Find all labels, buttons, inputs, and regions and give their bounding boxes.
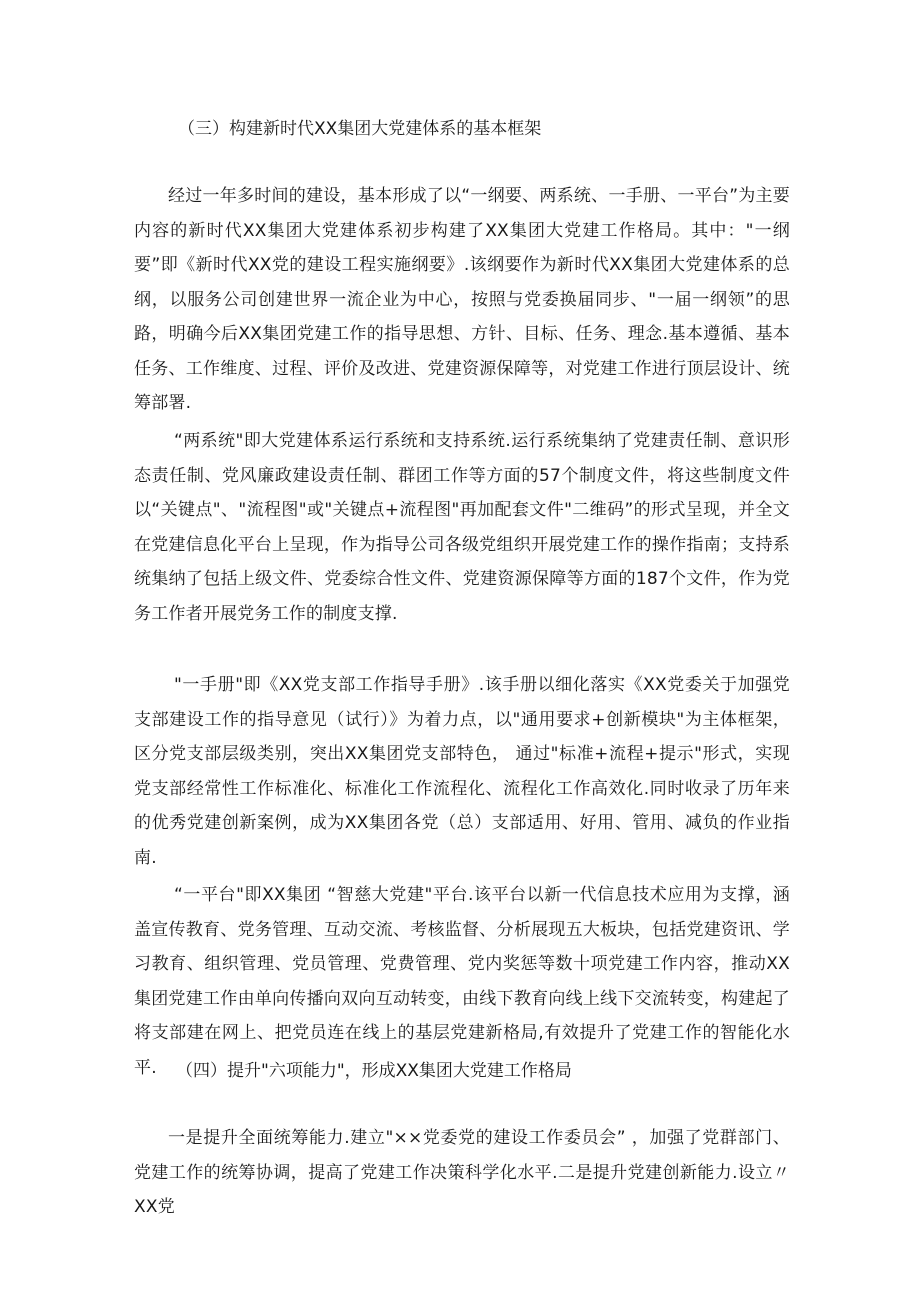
section-heading-3: （三）构建新时代XX集团大党建体系的基本框架 bbox=[178, 119, 542, 139]
paragraph-six-capabilities: 一是提升全面统筹能力.建立"××党委党的建设工作委员会” ，加强了党群部门、党建工作的统筹协调，提高了党建工作决策科学化水平.二是提升党建创新能力.设立〃XX党 bbox=[134, 1128, 790, 1217]
paragraph-one-platform: “一平台"即XX集团 “智慈大党建"平台.该平台以新一代信息技术应用为支撑，涵盖宣传教育、党务管理、互动交流、考核监督、分析展现五大板块，包括党建资讯、学习教育、组织管理、党员管理、党费管理、党内奖惩等数十项党建工作内容，推动XX集团党建工作由单向传播向双向互动转变，由线下教育向线上线下交流转变，构建起了将支部建在网上、把党员连在线上的基层党建新格局,有效提升了党建工作的智能化水平. bbox=[134, 885, 790, 1078]
section-heading-4: （四）提升"六项能力"，形成XX集团大党建工作格局 bbox=[176, 1061, 572, 1081]
paragraph-two-systems: “两系统"即大党建体系运行系统和支持系统.运行系统集纳了党建责任制、意识形态责任制、党风廉政建设责任制、群团工作等方面的57个制度文件，将这些制度文件以“关键点"、"流程图"或"关键点+流程图"再加配套文件"二维码”的形式呈现，并全文在党建信息化平台上呈现，作为指导公司各级党组织开展党建工作的操作指南；支持系统集纳了包括上级文件、党委综合性文件、党建资源保障等方面的187个文件，作为党务工作者开展党务工作的制度支撑. bbox=[134, 431, 790, 624]
paragraph-one-outline: 经过一年多时间的建设，基本形成了以“一纲要、两系统、一手册、一平台”为主要内容的新时代XX集团大党建体系初步构建了XX集团大党建工作格局。其中："一纲要”即《新时代XX党的建设工程实施纲要》.该纲要作为新时代XX集团大党建体系的总纲，以服务公司创建世界一流企业为中心，按照与党委换届同步、"一届一纲领”的思路，明确今后XX集团党建工作的指导思想、方针、目标、任务、理念.基本遵循、基本任务、工作维度、过程、评价及改进、党建资源保障等，对党建工作进行顶层设计、统筹部署. bbox=[134, 186, 790, 413]
paragraph-one-handbook: "一手册"即《XX党支部工作指导手册》.该手册以细化落实《XX党委关于加强党支部建设工作的指导意见（试行）》为着力点，以"通用要求+创新模块"为主体框架， 区分党支部层级类别，突出XX集团党支部特色， 通过"标准+流程+提示"形式，实现党支部经常性工作标准化、标准化工作流程化、流程化工作高效化.同时收录了历年来的优秀党建创新案例，成为XX集团各党（总）支部适用、好用、管用、减负的作业指南. bbox=[134, 675, 790, 868]
